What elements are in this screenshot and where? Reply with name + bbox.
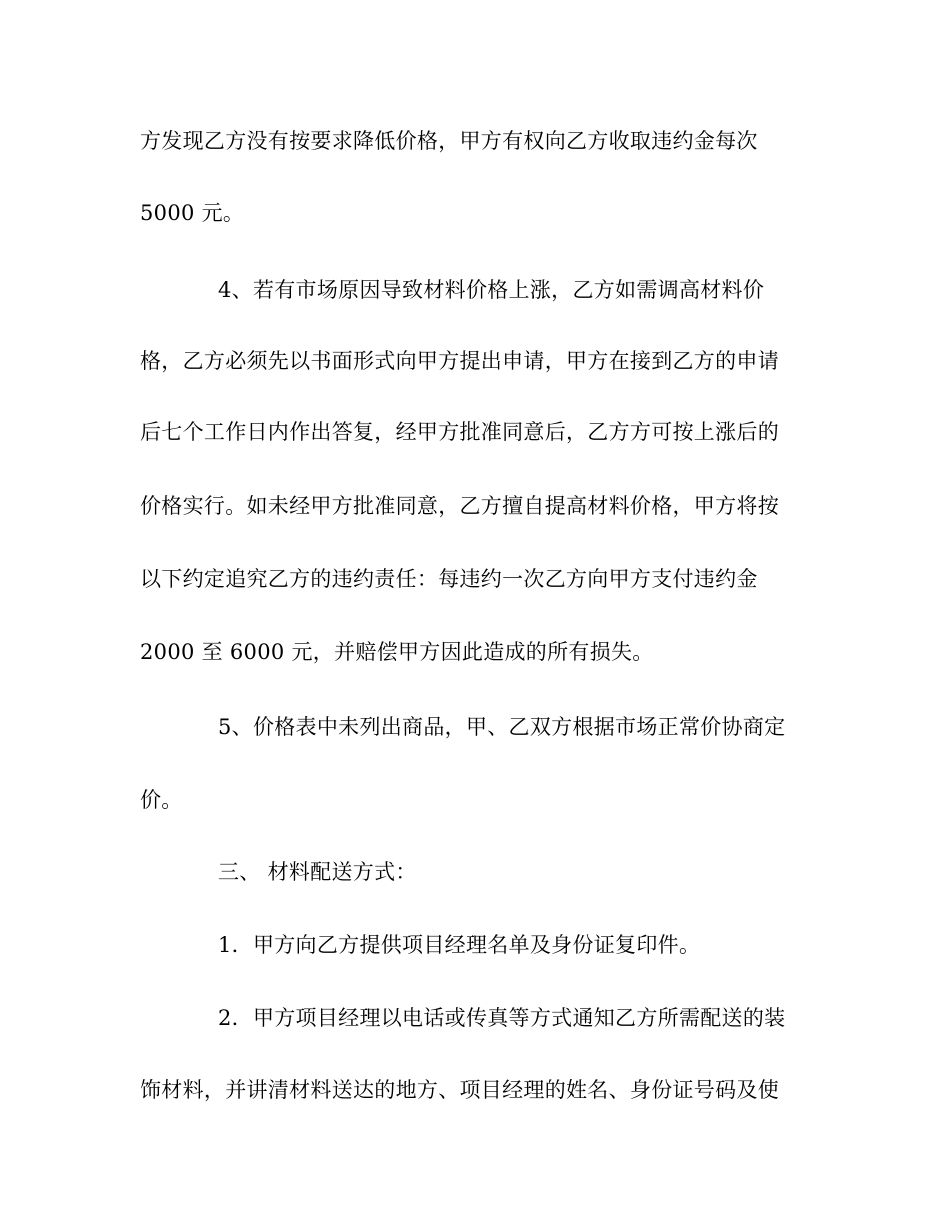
section-3-heading: 三、 材料配送方式： (218, 860, 417, 884)
text-line-8: 2000 至 6000 元，并赔偿甲方因此造成的所有损失。 (140, 640, 654, 664)
text-line-14: 饰材料，并讲清材料送达的地方、项目经理的姓名、身份证号码及使 (140, 1078, 779, 1102)
text-line-5: 后七个工作日内作出答复，经甲方批准同意后，乙方方可按上涨后的 (140, 420, 779, 444)
paragraph-5-start: 5、价格表中未列出商品，甲、乙双方根据市场正常价协商定 (218, 715, 786, 739)
text-line-4: 格，乙方必须先以书面形式向甲方提出申请，甲方在接到乙方的申请 (140, 349, 779, 373)
text-line-7: 以下约定追究乙方的违约责任：每违约一次乙方向甲方支付违约金 (140, 567, 758, 591)
paragraph-4-start: 4、若有市场原因导致材料价格上涨，乙方如需调高材料价 (218, 278, 765, 302)
item-1-line: 1．甲方向乙方提供项目经理名单及身份证复印件。 (218, 933, 701, 957)
text-line-10: 价。 (140, 788, 183, 812)
item-2-start: 2．甲方项目经理以电话或传真等方式通知乙方所需配送的装 (218, 1006, 786, 1030)
text-line-1: 方发现乙方没有按要求降低价格，甲方有权向乙方收取违约金每次 (140, 129, 758, 153)
text-line-2: 5000 元。 (140, 201, 245, 225)
text-line-6: 价格实行。如未经甲方批准同意，乙方擅自提高材料价格，甲方将按 (140, 494, 779, 518)
